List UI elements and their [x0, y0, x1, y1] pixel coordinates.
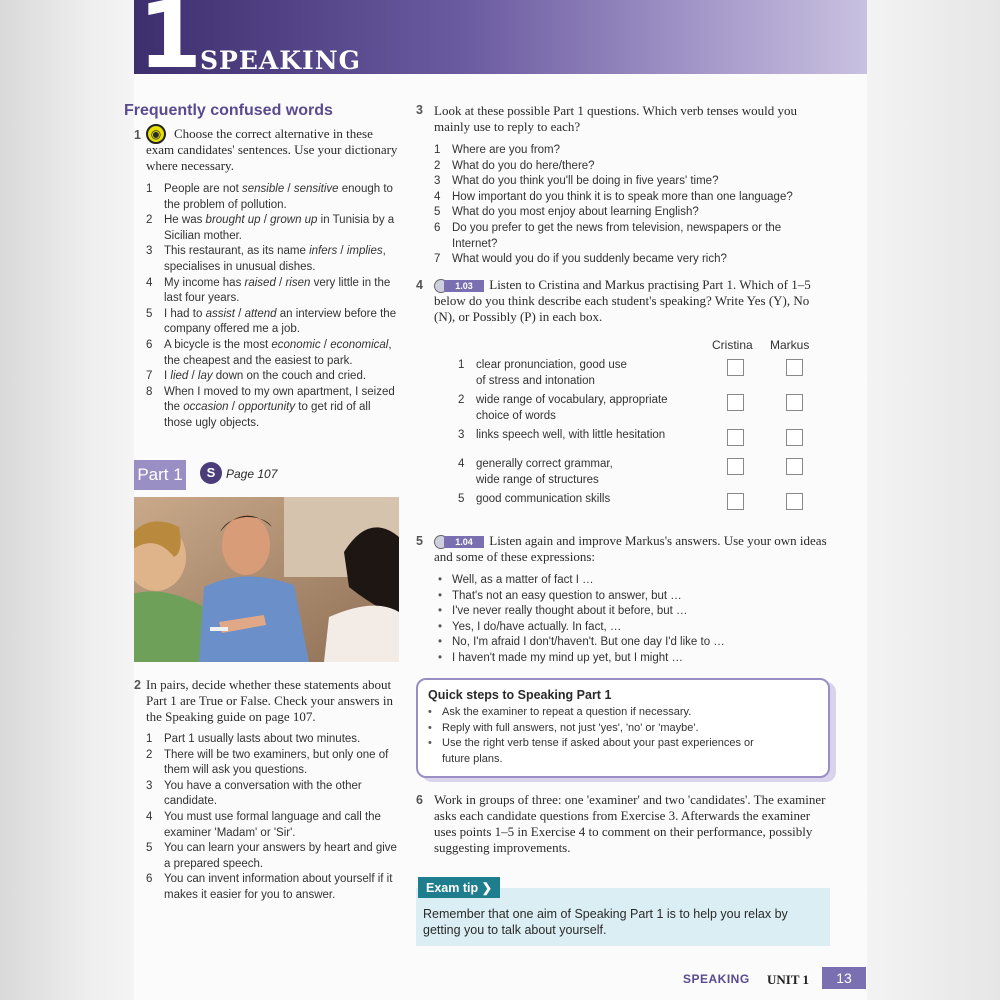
item-text: Where are you from?	[452, 144, 561, 156]
item-text: Part 1 usually lasts about two minutes.	[164, 733, 361, 745]
column-header-markus: Markus	[770, 338, 810, 352]
item-text: There will be two examiners, but only one of them will ask you questions.	[164, 748, 389, 777]
item-number: 2	[434, 159, 441, 172]
audio-track-icon[interactable]	[434, 535, 486, 549]
exercise-3-instruction: Look at these possible Part 1 questions. Which verb tenses would you mainly use to reply to each?	[434, 103, 797, 134]
answer-box-cristina[interactable]	[727, 429, 744, 446]
item-text: You must use formal language and call the examiner 'Madam' or 'Sir'.	[164, 810, 381, 839]
item-text: What do you think you'll be doing in five years' time?	[452, 175, 719, 188]
item-text: This restaurant, as its name	[164, 245, 310, 258]
bullet-item: • I've never really thought about it before, but …	[436, 604, 826, 620]
bullet-item: • Well, as a matter of fact I …	[436, 573, 826, 589]
bullet-item: • I haven't made my mind up yet, but I might …	[436, 651, 826, 667]
item-number: 4	[146, 276, 153, 289]
bullet-item: • Reply with full answers, not just 'yes', 'no' or 'maybe'.	[426, 721, 766, 737]
answer-box-markus[interactable]	[786, 429, 803, 446]
list-item	[146, 810, 401, 841]
row-number: 5	[458, 493, 465, 505]
bullet-item: • Use the right verb tense if asked about your past experiences or future plans.	[426, 736, 766, 767]
answer-box-markus[interactable]	[786, 394, 803, 411]
item-text: You can invent information about yourself if it makes it easier for you to answer.	[164, 873, 393, 901]
list-item	[434, 174, 829, 190]
row-line-1: links speech well, with little hesitation	[476, 429, 666, 441]
answer-box-cristina[interactable]	[727, 359, 744, 376]
exercise-3-list	[434, 143, 829, 268]
quick-steps-title: Quick steps to Speaking Part 1	[428, 688, 612, 702]
bullet-item: • That's not an easy question to answer, but …	[436, 589, 826, 605]
alternative-1[interactable]: infers	[309, 245, 338, 258]
expressions-list	[436, 573, 826, 667]
item-text: Do you prefer to get the news from television, newspapers or the Internet?	[452, 221, 782, 250]
list-item	[146, 213, 401, 244]
audio-track-icon[interactable]	[434, 279, 486, 293]
item-number: 8	[146, 385, 153, 398]
exercise-1-list	[146, 182, 401, 432]
separator: /	[284, 183, 294, 195]
exercise-5-instruction	[434, 533, 829, 565]
page-number: 13	[822, 967, 866, 989]
list-item	[146, 748, 401, 779]
section-heading-confused-words: Frequently confused words	[124, 102, 333, 119]
item-number: 6	[434, 221, 441, 234]
row-description	[476, 492, 706, 508]
item-number: 1	[434, 144, 441, 156]
list-item	[146, 369, 401, 385]
item-text: A bicycle is the most	[164, 338, 272, 351]
speaking-guide-icon: S	[200, 462, 222, 484]
item-number: 5	[146, 307, 153, 320]
row-line-1: good communication skills	[476, 493, 611, 505]
exam-tip-label: Exam tip ❯	[418, 877, 500, 898]
row-line-1: wide range of vocabulary, appropriate	[476, 394, 668, 406]
item-number: 4	[146, 810, 153, 823]
item-number: 4	[434, 190, 441, 203]
row-description	[476, 428, 706, 444]
alternative-1[interactable]: assist	[205, 307, 235, 320]
exercise-number: 4	[416, 278, 423, 292]
separator: /	[228, 401, 239, 414]
list-item	[434, 159, 829, 175]
alternative-2[interactable]: opportunity	[238, 401, 296, 414]
answer-box-markus[interactable]	[786, 458, 803, 475]
row-number: 2	[458, 394, 465, 406]
answer-box-cristina[interactable]	[727, 458, 744, 475]
list-item	[146, 779, 401, 810]
dictionary-icon: ◉	[146, 124, 166, 144]
exercise-number: 1	[134, 128, 141, 142]
alternative-2[interactable]: attend	[244, 307, 277, 320]
bullet-item: • Ask the examiner to repeat a question if necessary.	[426, 705, 766, 721]
item-text: What would you do if you suddenly became very rich?	[452, 253, 727, 266]
item-number: 1	[146, 733, 153, 745]
item-text: He was	[164, 214, 206, 227]
alternative-1[interactable]: brought up	[205, 214, 261, 227]
list-item	[146, 276, 401, 307]
item-number: 3	[146, 245, 153, 258]
footer-section: SPEAKING	[683, 972, 750, 986]
item-number: 7	[146, 370, 153, 383]
alternative-1[interactable]: sensible	[242, 183, 285, 195]
row-line-1: clear pronunciation, good use	[476, 359, 627, 371]
exercise-5-text: Listen again and improve Markus's answers. Use your own ideas and some of these expressions:	[434, 533, 827, 565]
row-description	[476, 393, 706, 424]
item-number: 7	[434, 253, 441, 266]
exercise-number: 5	[416, 534, 423, 548]
item-text: , specialises in unusual dishes.	[164, 245, 386, 273]
item-text: What do you do here/there?	[452, 159, 595, 172]
item-number: 3	[146, 779, 153, 792]
row-description	[476, 457, 706, 488]
item-text: You can learn your answers by heart and give a prepared speech.	[164, 842, 397, 870]
left-page-edge	[0, 0, 134, 1000]
quick-steps-box	[416, 678, 830, 778]
answer-box-cristina[interactable]	[727, 394, 744, 411]
list-item	[146, 385, 401, 432]
bullet-item: • No, I'm afraid I don't/haven't. But one day I'd like to …	[436, 635, 826, 651]
alternative-1[interactable]: raised	[244, 276, 276, 289]
item-text: to get rid of all those ugly objects.	[164, 401, 371, 429]
row-number: 1	[458, 359, 465, 371]
item-text: down on the couch and cried.	[212, 370, 367, 383]
exercise-4-instruction	[434, 277, 829, 325]
row-number: 4	[458, 458, 465, 470]
page-reference: Page 107	[226, 467, 278, 481]
list-item	[146, 732, 401, 748]
separator: /	[234, 307, 245, 320]
exercise-2-instruction: In pairs, decide whether these statements about Part 1 are True or False. Check your answers in the Speaking guide on page 107.	[146, 677, 393, 724]
list-item	[434, 143, 829, 159]
item-text: When I moved to my own apartment, I seized the	[164, 385, 395, 414]
item-text: My income has	[164, 276, 245, 289]
item-text: People are not	[164, 183, 243, 195]
exercise-2-list	[146, 732, 401, 904]
exercise-number: 3	[416, 103, 423, 117]
exercise-6-instruction: Work in groups of three: one 'examiner' and two 'candidates'. The examiner asks each candidate questions from Exercise 3. Afterwards the examiner uses points 1–5 in Exercise 4 to comment on their performance, possibly suggesting improvements.	[434, 792, 826, 855]
row-line-2: choice of words	[476, 409, 556, 422]
row-line-2: wide range of structures	[476, 473, 599, 486]
part1-tab: Part 1	[134, 460, 186, 490]
audio-track-number: 1.04	[444, 536, 484, 548]
item-number: 2	[146, 214, 153, 227]
exercise-4-text: Listen to Cristina and Markus practising Part 1. Which of 1–5 below do you think describe each student's speaking? Write Yes (Y), No (N), or Possibly (P) in each box.	[434, 277, 811, 325]
row-line-2: of stress and intonation	[476, 374, 595, 387]
list-item	[146, 307, 401, 338]
row-description	[476, 358, 706, 389]
answer-box-markus[interactable]	[786, 493, 803, 510]
item-text: I	[164, 370, 171, 383]
list-item	[434, 221, 829, 252]
exam-tip-text: Remember that one aim of Speaking Part 1 is to help you relax by getting you to talk about yourself.	[423, 907, 788, 937]
item-number: 1	[146, 183, 153, 195]
item-text: What do you most enjoy about learning English?	[452, 206, 699, 219]
exercise-1-instruction: Choose the correct alternative in these exam candidates' sentences. Use your dictionary where necessary.	[146, 126, 398, 173]
item-text: , the cheapest and the easiest to park.	[164, 338, 392, 367]
classroom-photo	[134, 497, 399, 662]
alternative-2[interactable]: economical	[330, 338, 389, 351]
item-text: very little in the last four years.	[164, 276, 391, 305]
alternative-1[interactable]: occasion	[183, 401, 229, 414]
answer-box-cristina[interactable]	[727, 493, 744, 510]
list-item	[146, 841, 401, 872]
item-text: an interview before the company offered me a job.	[164, 307, 397, 336]
separator: /	[320, 338, 331, 351]
separator: /	[260, 214, 271, 227]
separator: /	[188, 370, 198, 383]
alternative-2[interactable]: sensitive	[293, 183, 339, 195]
alternative-2[interactable]: lay	[197, 370, 213, 383]
row-line-1: generally correct grammar,	[476, 458, 613, 470]
item-number: 5	[434, 206, 441, 219]
exercise-number: 6	[416, 793, 423, 807]
list-item	[434, 252, 829, 268]
alternative-2[interactable]: risen	[285, 276, 311, 289]
answer-box-markus[interactable]	[786, 359, 803, 376]
header-title: SPEAKING	[200, 46, 361, 75]
item-text: in Tunisia by a Sicilian mother.	[164, 214, 395, 242]
alternative-1[interactable]: economic	[271, 338, 321, 351]
list-item	[146, 338, 401, 369]
item-number: 3	[434, 175, 441, 188]
list-item	[146, 182, 401, 213]
exercise-number: 2	[134, 678, 141, 692]
alternative-2[interactable]: implies	[346, 245, 383, 258]
footer-unit: UNIT 1	[767, 972, 810, 987]
separator: /	[337, 245, 347, 258]
right-page-edge	[867, 0, 1000, 1000]
item-number: 6	[146, 338, 153, 351]
column-header-cristina: Cristina	[712, 338, 753, 352]
bullet-item: • Yes, I do/have actually. In fact, …	[436, 620, 826, 636]
item-number: 2	[146, 748, 153, 761]
item-number: 5	[146, 842, 153, 855]
item-text: enough to the problem of pollution.	[164, 183, 393, 211]
quick-steps-list	[426, 705, 766, 767]
item-text: How important do you think it is to speak more than one language?	[452, 190, 793, 203]
alternative-1[interactable]: lied	[170, 370, 189, 383]
list-item	[146, 872, 401, 903]
list-item	[434, 205, 829, 221]
item-number: 6	[146, 873, 153, 886]
list-item	[146, 244, 401, 275]
audio-track-number: 1.03	[444, 280, 484, 292]
item-text: I had to	[164, 307, 206, 320]
item-text: You have a conversation with the other candidate.	[164, 779, 362, 808]
row-number: 3	[458, 429, 465, 441]
separator: /	[275, 276, 286, 289]
list-item	[434, 190, 829, 206]
unit-number: 1	[138, 0, 201, 89]
alternative-2[interactable]: grown up	[270, 214, 318, 227]
